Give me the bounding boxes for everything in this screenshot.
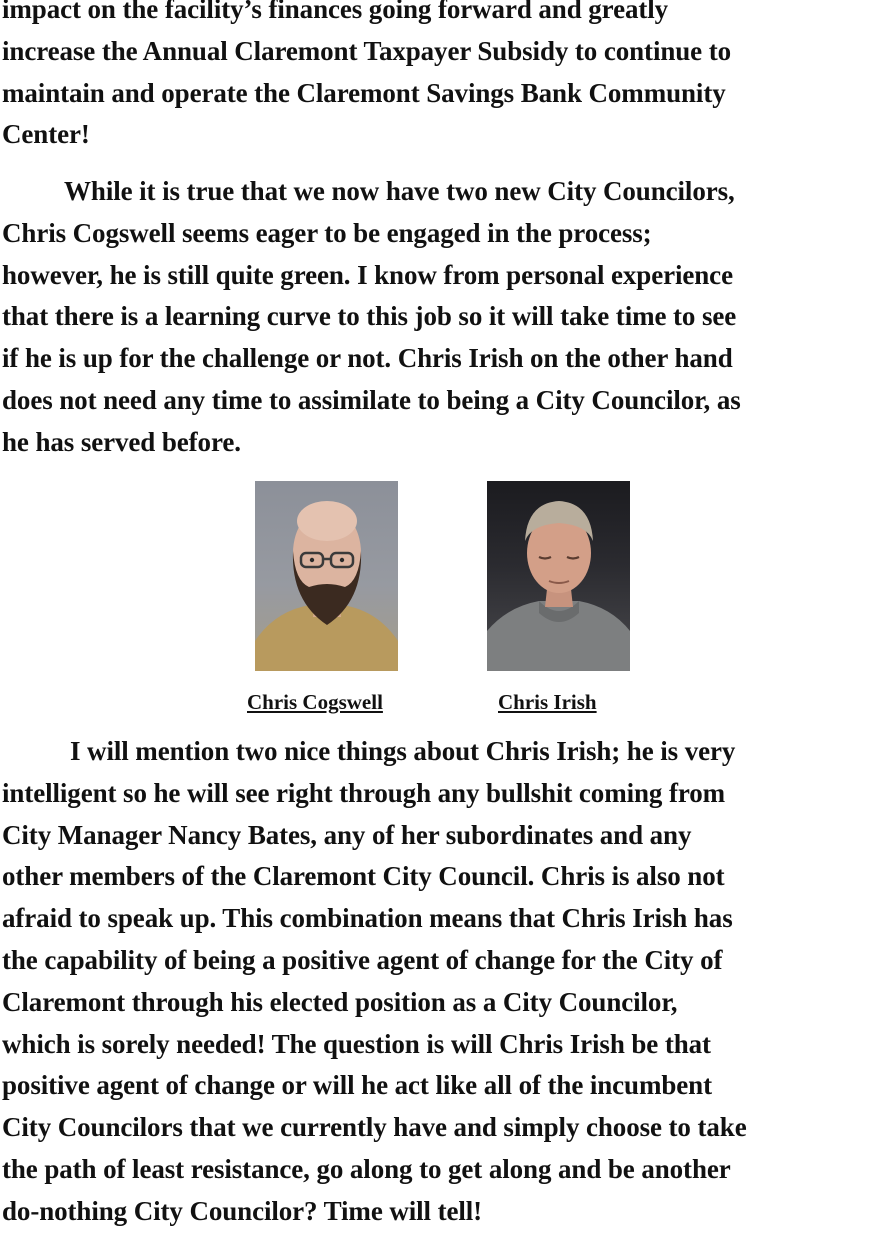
paragraph-chris-irish (2, 731, 880, 1233)
text-line: do-nothing City Councilor? Time will tell! (2, 1195, 483, 1226)
text-line: the path of least resistance, go along to get along and be another (2, 1153, 731, 1184)
text-line: Chris Cogswell seems eager to be engaged in the process; (2, 217, 652, 248)
text-line: however, he is still quite green. I know from personal experience (2, 259, 733, 290)
text-line: I will mention two nice things about Chris Irish; he is very (70, 736, 736, 766)
text-line: increase the Annual Claremont Taxpayer Subsidy to continue to (2, 35, 732, 66)
portrait-illustration (487, 481, 630, 671)
text-line: that there is a learning curve to this job so it will take time to see (2, 301, 737, 332)
text-line: positive agent of change or will he act like all of the incumbent (2, 1070, 712, 1101)
portrait-illustration (255, 481, 398, 671)
text-line: does not need any time to assimilate to being a City Councilor, as (2, 384, 741, 415)
text-line: City Manager Nancy Bates, any of her subordinates and any (2, 819, 692, 850)
text-line: Claremont through his elected position as a City Councilor, (2, 986, 678, 1017)
text-line: afraid to speak up. This combination means that Chris Irish has (2, 903, 733, 934)
text-line: which is sorely needed! The question is will Chris Irish be that (2, 1028, 711, 1059)
text-line: he has served before. (2, 426, 241, 457)
text-line: maintain and operate the Claremont Savings Bank Community (2, 77, 726, 108)
text-line: intelligent so he will see right through any bullshit coming from (2, 777, 726, 808)
paragraph-new-councilors (2, 171, 880, 464)
paragraph-facility-finances (2, 0, 880, 156)
photo-caption-cogswell: Chris Cogswell (247, 690, 383, 714)
text-line: Center! (2, 119, 90, 150)
text-line: While it is true that we now have two new City Councilors, (64, 176, 735, 206)
text-line: if he is up for the challenge or not. Chris Irish on the other hand (2, 343, 733, 374)
photo-chris-cogswell (255, 481, 398, 671)
text-line: the capability of being a positive agent of change for the City of (2, 944, 723, 975)
text-line: other members of the Claremont City Council. Chris is also not (2, 861, 725, 892)
text-line: City Councilors that we currently have and simply choose to take (2, 1112, 747, 1143)
text-line: impact on the facility’s finances going forward and greatly (2, 0, 669, 24)
photo-chris-irish (487, 481, 630, 671)
photo-caption-irish: Chris Irish (498, 690, 597, 714)
